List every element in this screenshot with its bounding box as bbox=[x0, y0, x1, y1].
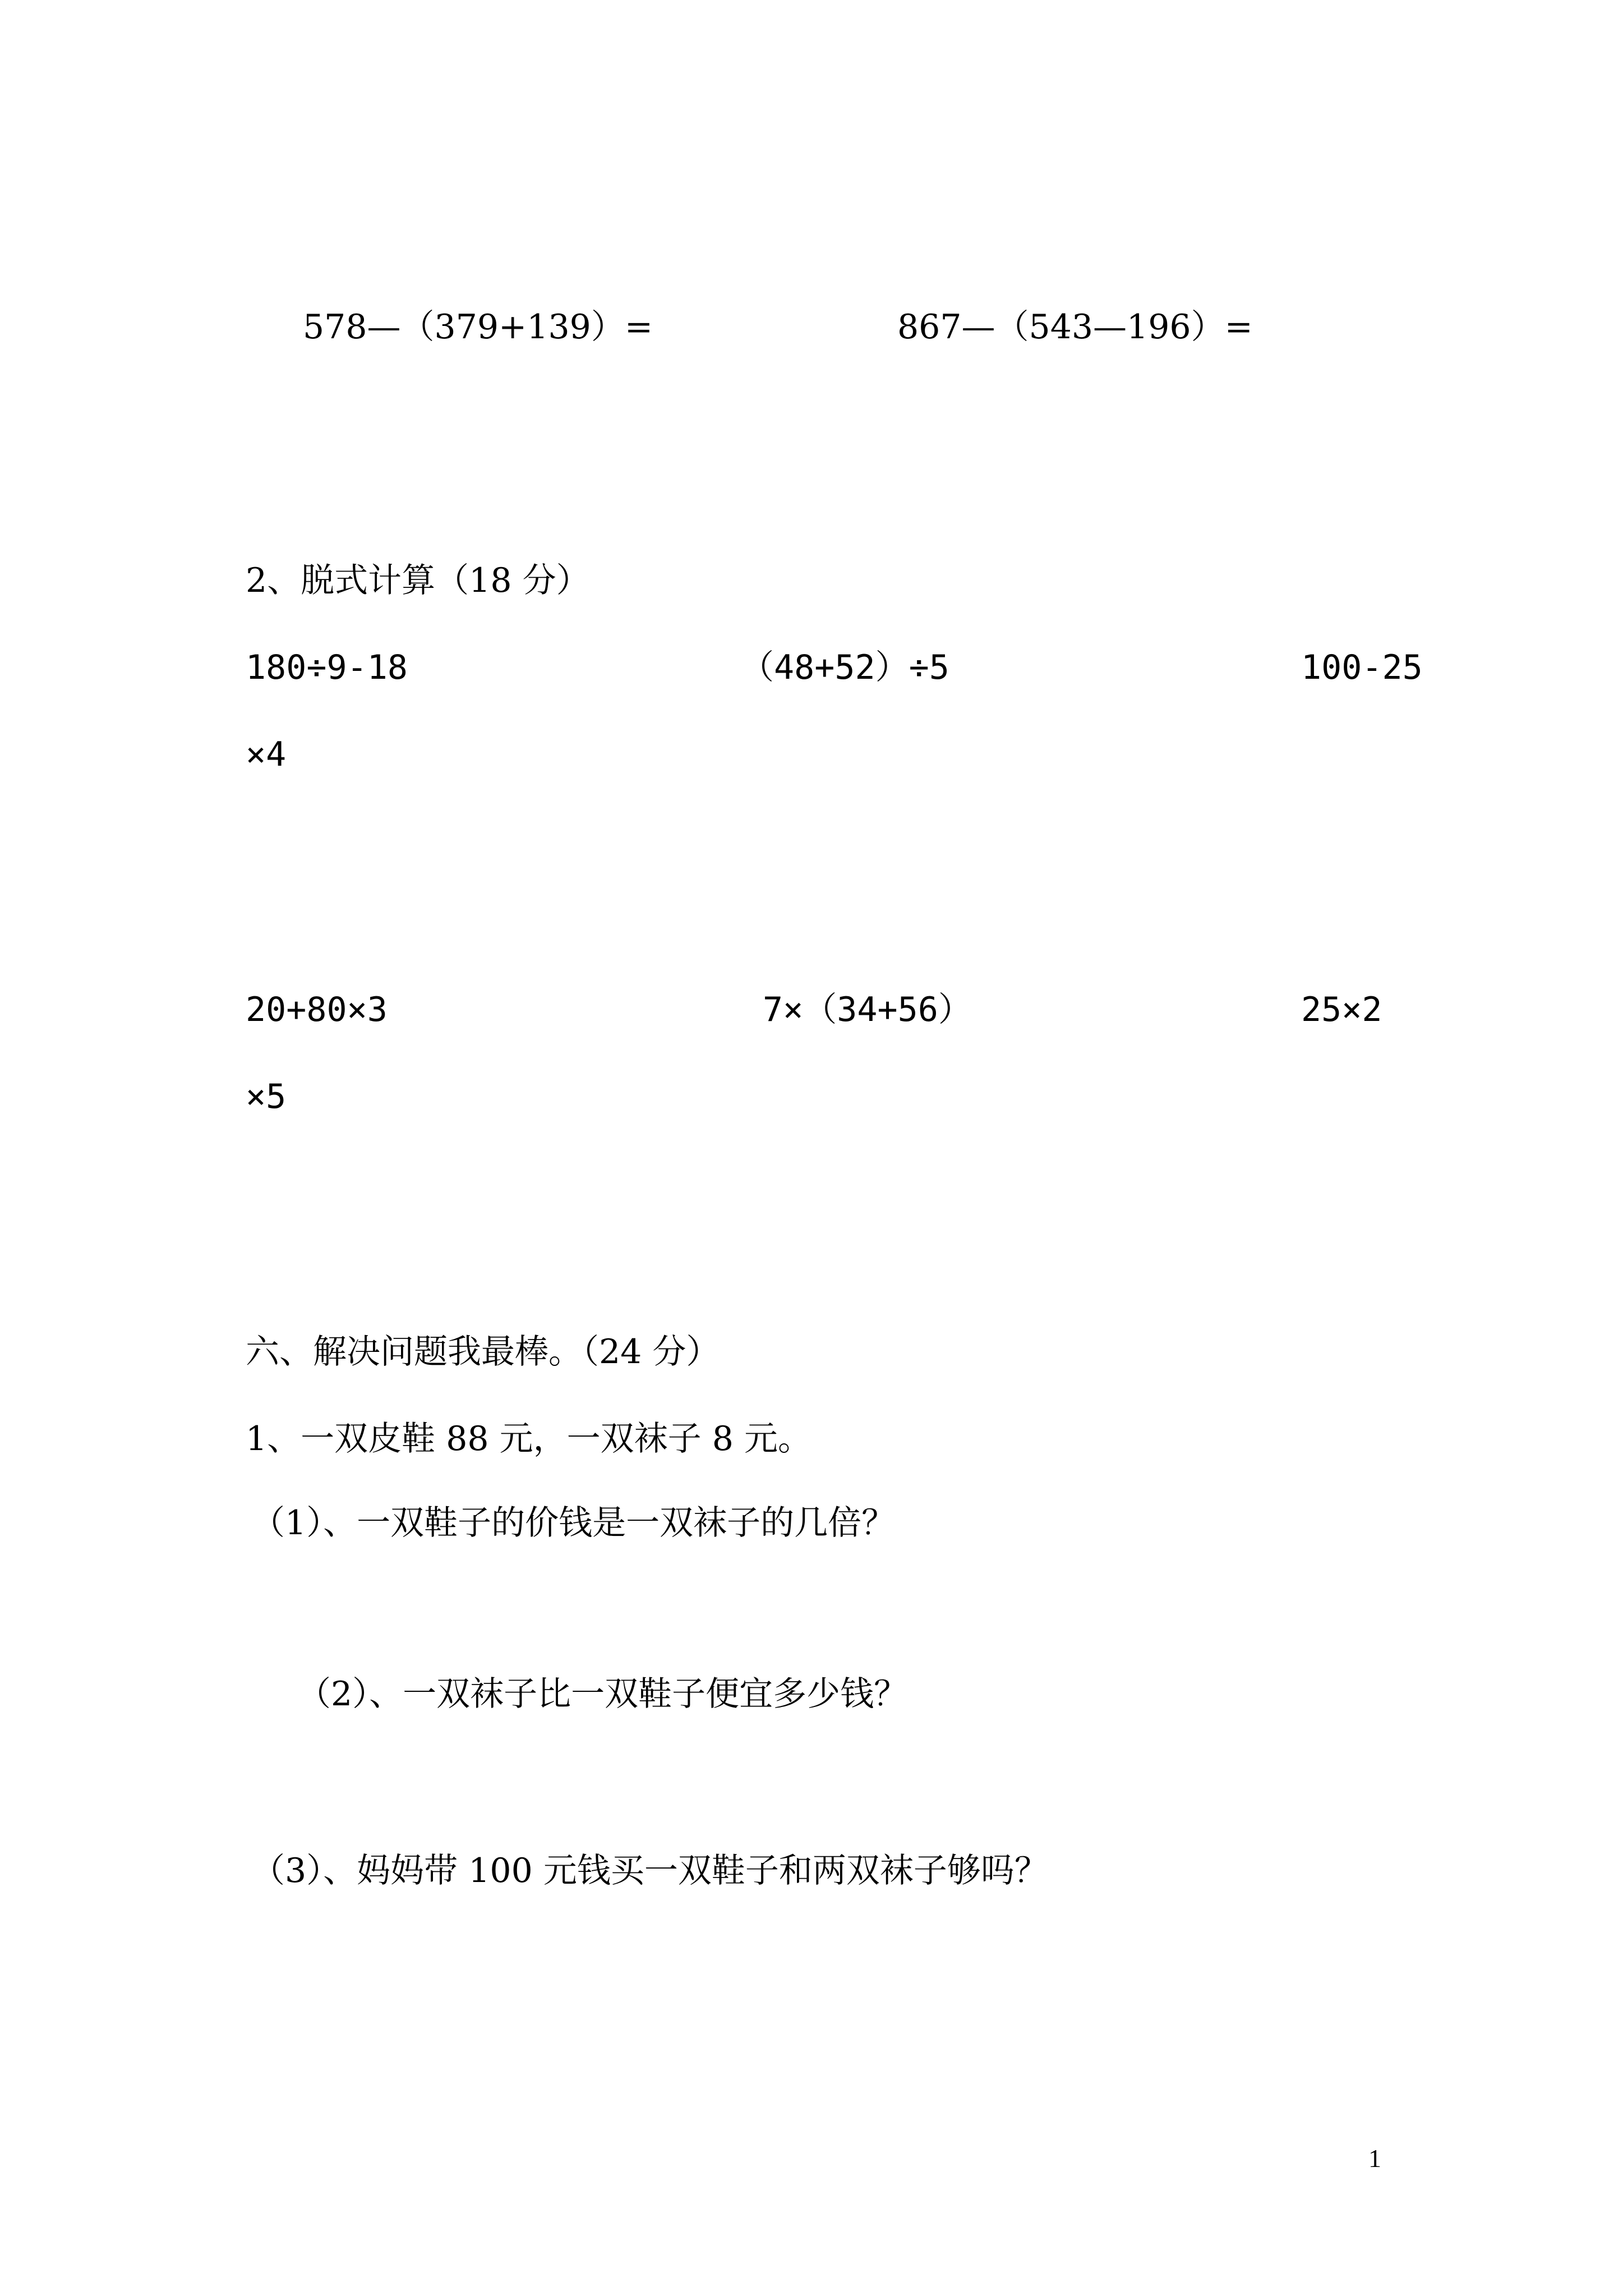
expression-867: 867—（543—196）= bbox=[897, 307, 1253, 347]
calc-row1-b: （48+52）÷5 bbox=[740, 648, 949, 687]
calc-row2-c: 25×2 bbox=[1301, 990, 1382, 1029]
calc-row2-wrap: ×5 bbox=[246, 1077, 287, 1116]
calc-row1-a: 180÷9-18 bbox=[246, 648, 408, 687]
calc-row2-a: 20+80×3 bbox=[246, 990, 388, 1029]
question-2: （2）、一双袜子比一双鞋子便宜多少钱？ bbox=[297, 1674, 908, 1714]
page-number: 1 bbox=[1368, 2144, 1381, 2173]
question-1: （1）、一双鞋子的价钱是一双袜子的几倍？ bbox=[251, 1503, 896, 1543]
question-3: （3）、妈妈带 100 元钱买一双鞋子和两双袜子够吗？ bbox=[251, 1851, 1048, 1890]
expression-578: 578—（379+139）= bbox=[303, 307, 653, 347]
calc-row2-b: 7×（34+56） bbox=[763, 990, 972, 1029]
calc-row1-c: 100-25 bbox=[1301, 648, 1423, 687]
section-6-heading: 六、解决问题我最棒。（24 分） bbox=[246, 1332, 720, 1372]
calc-row1-wrap: ×4 bbox=[246, 735, 287, 774]
problem-1: 1、一双皮鞋 88 元，一双袜子 8 元。 bbox=[246, 1419, 811, 1458]
section-2-heading: 2、脱式计算（18 分） bbox=[246, 561, 590, 600]
